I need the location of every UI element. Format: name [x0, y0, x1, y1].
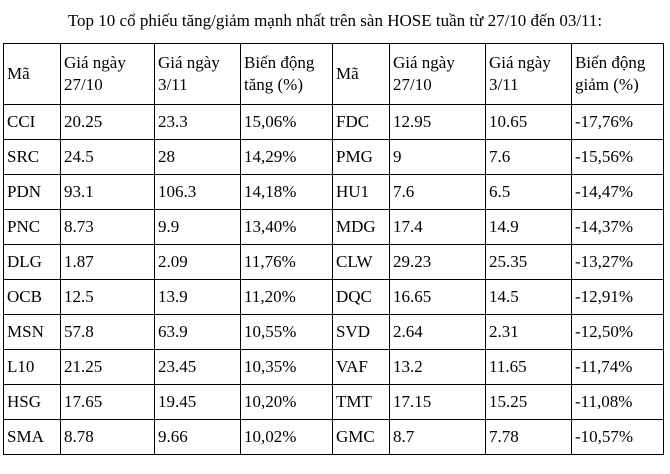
cell-change-gainer: 10,20% [241, 385, 333, 420]
cell-price-start-gainer: 1.87 [61, 245, 155, 280]
cell-ticker-gainer: PDN [4, 175, 61, 210]
cell-ticker-gainer: OCB [4, 280, 61, 315]
table-row [4, 105, 664, 140]
table-row [4, 245, 664, 280]
cell-change-loser: -14,37% [572, 210, 664, 245]
table-row [4, 210, 664, 245]
cell-price-end-loser: 2.31 [486, 315, 572, 350]
cell-change-gainer: 10,35% [241, 350, 333, 385]
header-row [4, 44, 664, 105]
cell-price-end-loser: 10.65 [486, 105, 572, 140]
cell-change-loser: -12,91% [572, 280, 664, 315]
cell-price-end-loser: 11.65 [486, 350, 572, 385]
cell-price-start-loser: 8.7 [390, 420, 486, 455]
cell-price-start-gainer: 8.73 [61, 210, 155, 245]
header-price-end-gainers: Giá ngày 3/11 [155, 44, 241, 105]
cell-price-end-gainer: 9.66 [155, 420, 241, 455]
cell-ticker-gainer: SRC [4, 140, 61, 175]
cell-change-gainer: 11,76% [241, 245, 333, 280]
cell-price-start-loser: 13.2 [390, 350, 486, 385]
cell-price-end-gainer: 19.45 [155, 385, 241, 420]
cell-change-gainer: 13,40% [241, 210, 333, 245]
cell-ticker-loser: GMC [333, 420, 390, 455]
header-change-losers: Biến động giảm (%) [572, 44, 664, 105]
cell-change-loser: -14,47% [572, 175, 664, 210]
cell-ticker-gainer: CCI [4, 105, 61, 140]
cell-price-start-loser: 29.23 [390, 245, 486, 280]
cell-change-loser: -15,56% [572, 140, 664, 175]
cell-price-end-gainer: 63.9 [155, 315, 241, 350]
cell-price-start-loser: 12.95 [390, 105, 486, 140]
header-price-start-losers: Giá ngày 27/10 [390, 44, 486, 105]
header-change-gainers: Biến động tăng (%) [241, 44, 333, 105]
cell-ticker-loser: CLW [333, 245, 390, 280]
cell-change-gainer: 11,20% [241, 280, 333, 315]
cell-price-start-loser: 17.4 [390, 210, 486, 245]
cell-price-end-loser: 14.9 [486, 210, 572, 245]
cell-price-start-gainer: 20.25 [61, 105, 155, 140]
table-row [4, 420, 664, 455]
cell-price-start-loser: 7.6 [390, 175, 486, 210]
cell-ticker-loser: HU1 [333, 175, 390, 210]
cell-price-start-gainer: 17.65 [61, 385, 155, 420]
cell-change-gainer: 14,29% [241, 140, 333, 175]
cell-ticker-loser: VAF [333, 350, 390, 385]
cell-price-end-gainer: 23.45 [155, 350, 241, 385]
cell-ticker-gainer: DLG [4, 245, 61, 280]
cell-price-end-gainer: 28 [155, 140, 241, 175]
table-body [4, 44, 664, 455]
cell-price-end-gainer: 9.9 [155, 210, 241, 245]
cell-price-end-gainer: 2.09 [155, 245, 241, 280]
table-row [4, 280, 664, 315]
cell-price-end-loser: 25.35 [486, 245, 572, 280]
cell-ticker-gainer: HSG [4, 385, 61, 420]
header-ticker-gainers: Mã [4, 44, 61, 105]
cell-price-end-loser: 7.6 [486, 140, 572, 175]
cell-ticker-loser: SVD [333, 315, 390, 350]
cell-ticker-gainer: PNC [4, 210, 61, 245]
cell-change-loser: -10,57% [572, 420, 664, 455]
cell-price-start-gainer: 12.5 [61, 280, 155, 315]
cell-price-start-gainer: 57.8 [61, 315, 155, 350]
cell-price-end-loser: 14.5 [486, 280, 572, 315]
cell-price-start-loser: 2.64 [390, 315, 486, 350]
cell-change-loser: -13,27% [572, 245, 664, 280]
cell-ticker-gainer: SMA [4, 420, 61, 455]
cell-ticker-loser: TMT [333, 385, 390, 420]
table-row [4, 350, 664, 385]
cell-change-gainer: 10,02% [241, 420, 333, 455]
cell-price-start-loser: 9 [390, 140, 486, 175]
cell-ticker-gainer: L10 [4, 350, 61, 385]
cell-price-start-gainer: 21.25 [61, 350, 155, 385]
header-ticker-losers: Mã [333, 44, 390, 105]
cell-change-gainer: 10,55% [241, 315, 333, 350]
table-row [4, 315, 664, 350]
table-title: Top 10 cổ phiếu tăng/giảm mạnh nhất trên sàn HOSE tuần từ 27/10 đến 03/11: [67, 11, 603, 30]
cell-price-end-loser: 6.5 [486, 175, 572, 210]
cell-ticker-loser: FDC [333, 105, 390, 140]
cell-price-start-gainer: 93.1 [61, 175, 155, 210]
cell-price-end-gainer: 106.3 [155, 175, 241, 210]
cell-price-start-gainer: 24.5 [61, 140, 155, 175]
table-row [4, 175, 664, 210]
cell-change-loser: -17,76% [572, 105, 664, 140]
cell-price-end-gainer: 13.9 [155, 280, 241, 315]
cell-change-gainer: 15,06% [241, 105, 333, 140]
cell-price-start-gainer: 8.78 [61, 420, 155, 455]
stock-movement-table [3, 43, 664, 455]
cell-price-end-loser: 15.25 [486, 385, 572, 420]
cell-ticker-loser: DQC [333, 280, 390, 315]
cell-ticker-loser: MDG [333, 210, 390, 245]
cell-ticker-gainer: MSN [4, 315, 61, 350]
cell-price-start-loser: 16.65 [390, 280, 486, 315]
cell-price-start-loser: 17.15 [390, 385, 486, 420]
header-price-start-gainers: Giá ngày 27/10 [61, 44, 155, 105]
table-row [4, 385, 664, 420]
cell-price-end-loser: 7.78 [486, 420, 572, 455]
cell-change-gainer: 14,18% [241, 175, 333, 210]
cell-change-loser: -11,74% [572, 350, 664, 385]
cell-price-end-gainer: 23.3 [155, 105, 241, 140]
header-price-end-losers: Giá ngày 3/11 [486, 44, 572, 105]
table-row [4, 140, 664, 175]
cell-change-loser: -11,08% [572, 385, 664, 420]
cell-ticker-loser: PMG [333, 140, 390, 175]
cell-change-loser: -12,50% [572, 315, 664, 350]
